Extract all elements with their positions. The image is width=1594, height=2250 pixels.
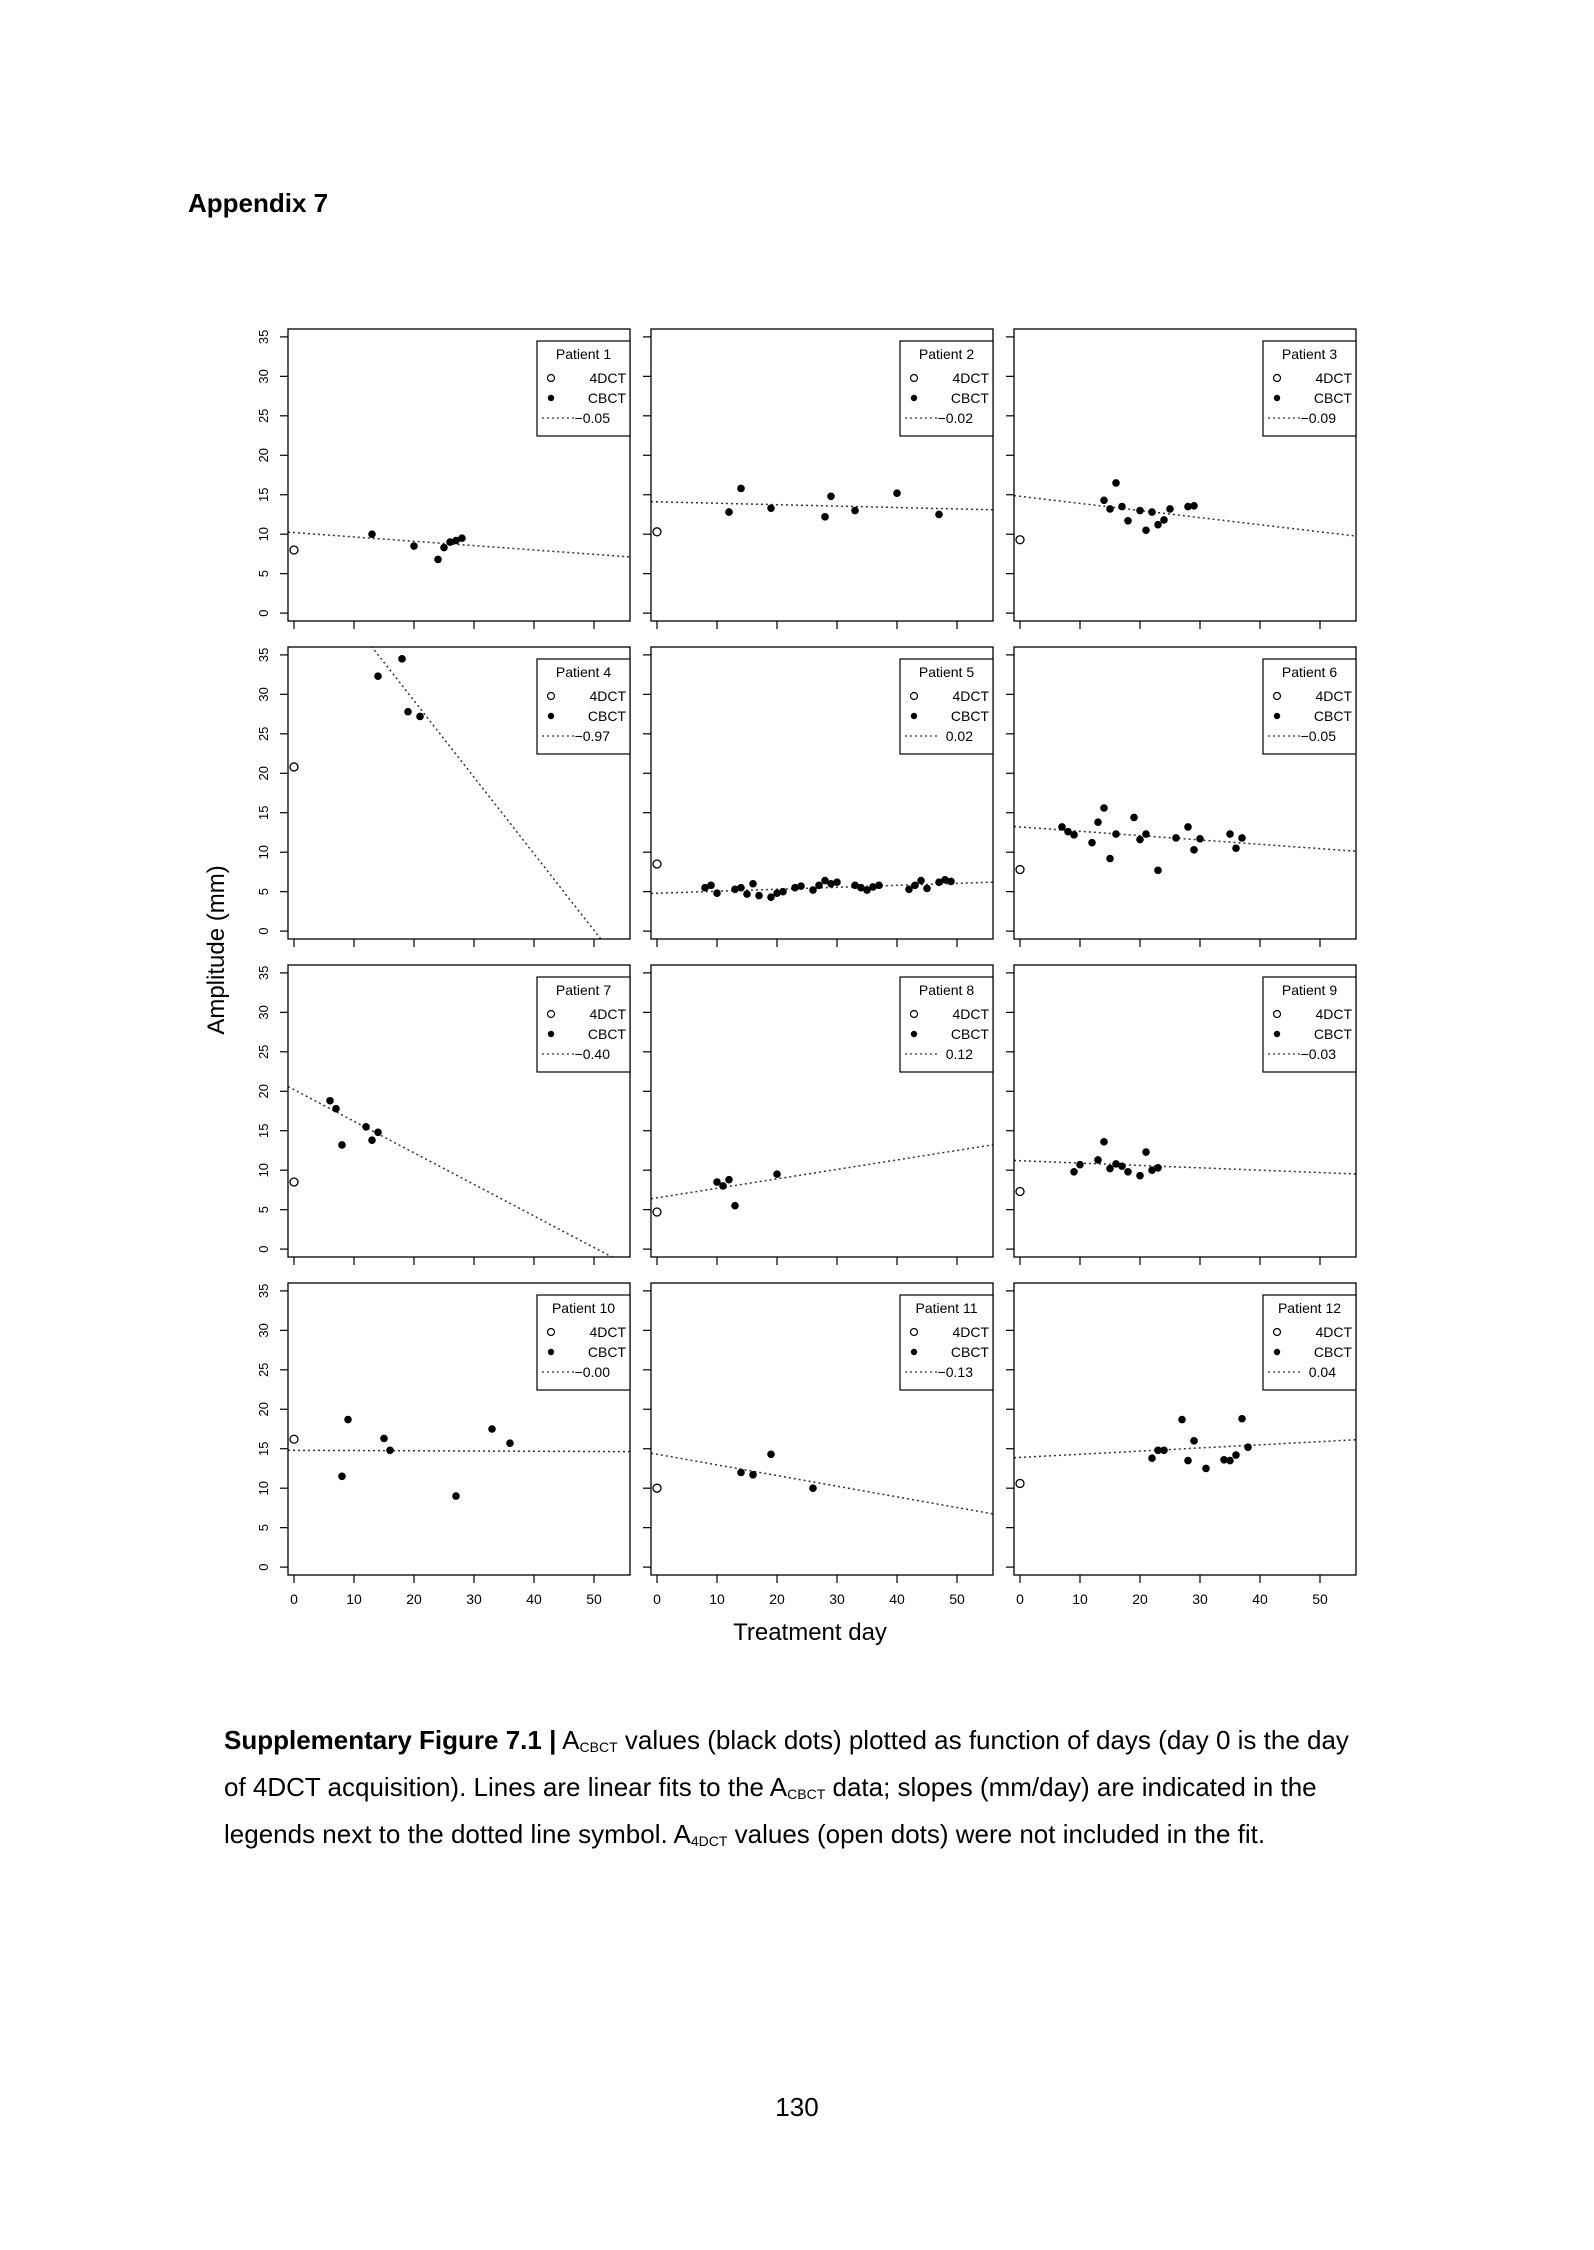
legend-4dct-label: 4DCT [589,370,626,386]
caption-text-1: A [556,1725,580,1755]
point-cbct [1106,505,1114,513]
point-cbct [1184,1457,1192,1465]
y-tick-label: 25 [256,726,271,742]
legend-cbct-label: CBCT [950,1026,989,1042]
point-cbct [1154,521,1162,529]
point-cbct [1244,1443,1252,1451]
fit-line [288,1087,630,1267]
point-cbct [737,884,745,892]
point-cbct [809,1484,817,1492]
point-cbct [935,511,943,519]
legend-filled-symbol [548,395,554,401]
y-tick-label: 0 [256,927,271,935]
legend-4dct-label: 4DCT [589,1006,626,1022]
legend-open-symbol [911,693,918,700]
point-cbct [1226,830,1234,838]
point-cbct [833,878,841,886]
legend-filled-symbol [911,713,917,719]
y-tick-label: 25 [256,1362,271,1378]
point-cbct [707,882,715,890]
legend-title: Patient 6 [1281,664,1338,680]
point-cbct [1142,526,1150,534]
point-cbct [911,882,919,890]
x-tick-label: 50 [586,1591,602,1607]
x-tick-label: 30 [1192,1591,1208,1607]
legend-cbct-label: CBCT [587,390,626,406]
point-cbct [851,507,859,515]
y-tick-label: 0 [256,1245,271,1253]
x-tick-label: 30 [466,1591,482,1607]
point-cbct [368,1136,376,1144]
point-cbct [1172,834,1180,842]
point-4dct [290,763,298,771]
y-tick-label: 35 [256,647,271,663]
point-cbct [1070,1168,1078,1176]
legend-title: Patient 10 [551,1300,616,1316]
point-cbct [875,882,883,890]
legend-filled-symbol [1274,395,1280,401]
panel-5 [643,647,993,947]
legend-open-symbol [1274,1011,1281,1018]
legend-cbct-label: CBCT [1313,708,1352,724]
page-number: 130 [775,2092,819,2122]
figure-caption [224,1720,1374,1861]
point-cbct [344,1416,352,1424]
point-cbct [1154,867,1162,875]
point-cbct [398,655,406,663]
point-cbct [1190,502,1198,510]
y-axis-label: Amplitude (mm) [203,865,230,1035]
fit-line [288,1450,630,1451]
x-tick-label: 20 [769,1591,785,1607]
point-cbct [1190,846,1198,854]
legend [900,341,993,436]
point-cbct [773,1170,781,1178]
legend-slope-label: 0.02 [945,728,973,744]
legend-4dct-label: 4DCT [1315,370,1352,386]
point-cbct [1100,496,1108,504]
y-tick-label: 20 [256,1084,271,1099]
legend-title: Patient 8 [918,982,975,998]
legend-filled-symbol [1274,1349,1280,1355]
page-heading: Appendix 7 [188,188,329,218]
legend-slope-label: −0.09 [1300,410,1336,426]
y-tick-label: 25 [256,408,271,424]
panel-10 [256,1283,630,1607]
y-tick-label: 5 [256,1206,271,1214]
legend-4dct-label: 4DCT [589,1324,626,1340]
point-cbct [1076,1161,1084,1169]
point-cbct [1202,1465,1210,1473]
point-cbct [1148,1454,1156,1462]
legend-cbct-label: CBCT [950,390,989,406]
legend-4dct-label: 4DCT [952,370,989,386]
point-cbct [725,1176,733,1184]
point-4dct [1016,536,1024,544]
point-cbct [893,489,901,497]
point-cbct [1124,517,1132,525]
panel-8 [643,965,993,1265]
point-cbct [1100,804,1108,812]
point-cbct [1142,1148,1150,1156]
y-tick-label: 15 [256,487,271,502]
y-tick-label: 5 [256,570,271,578]
point-cbct [488,1425,496,1433]
y-tick-label: 10 [256,1162,271,1178]
caption-text-2: values (black dots) plotted as function of days (day 0 is the day of 4DCT acquisition). Lines are linear fits to the A [224,1725,1349,1802]
point-4dct [1016,866,1024,874]
legend-cbct-label: CBCT [1313,390,1352,406]
y-tick-label: 0 [256,1563,271,1571]
legend-title: Patient 11 [915,1300,978,1316]
y-tick-label: 30 [256,369,271,384]
legend [1263,659,1356,754]
point-4dct [653,528,661,536]
point-cbct [1136,1172,1144,1180]
x-tick-label: 50 [1312,1591,1328,1607]
point-cbct [410,542,418,550]
point-cbct [1238,1415,1246,1423]
point-cbct [440,544,448,552]
point-cbct [743,890,751,898]
point-cbct [1232,844,1240,852]
legend-open-symbol [1274,1329,1281,1336]
point-cbct [416,713,424,721]
point-cbct [1106,1165,1114,1173]
point-cbct [809,886,817,894]
legend-open-symbol [548,1329,555,1336]
y-tick-label: 30 [256,1005,271,1020]
panel-11 [643,1283,993,1607]
point-cbct [386,1447,394,1455]
x-tick-label: 10 [709,1591,725,1607]
y-tick-label: 25 [256,1044,271,1060]
y-tick-label: 20 [256,766,271,781]
point-4dct [290,1435,298,1443]
point-cbct [368,530,376,538]
point-cbct [767,504,775,512]
point-cbct [737,1469,745,1477]
point-cbct [1142,830,1150,838]
point-cbct [827,493,835,501]
point-cbct [779,888,787,896]
legend-title: Patient 3 [1281,346,1338,362]
point-4dct [653,1208,661,1216]
point-cbct [374,672,382,680]
point-cbct [434,556,442,564]
legend-slope-label: −0.02 [937,410,973,426]
legend-cbct-label: CBCT [950,708,989,724]
legend-title: Patient 5 [918,664,975,680]
x-tick-label: 10 [1072,1591,1088,1607]
legend-4dct-label: 4DCT [1315,1006,1352,1022]
point-cbct [1088,839,1096,847]
point-cbct [506,1439,514,1447]
legend-filled-symbol [911,1031,917,1037]
panel-9 [1006,965,1356,1265]
legend-slope-label: −0.40 [574,1046,610,1062]
point-4dct [290,1178,298,1186]
legend-open-symbol [1274,375,1281,382]
y-tick-label: 5 [256,888,271,896]
legend-cbct-label: CBCT [950,1344,989,1360]
legend [900,1295,993,1390]
y-tick-label: 15 [256,1441,271,1456]
legend-open-symbol [548,693,555,700]
legend-title: Patient 2 [918,346,975,362]
y-tick-label: 5 [256,1524,271,1532]
x-tick-label: 40 [889,1591,905,1607]
point-cbct [1178,1416,1186,1424]
point-cbct [1166,505,1174,513]
caption-sub-3: 4DCT [690,1833,728,1849]
y-tick-label: 10 [256,1480,271,1496]
x-tick-label: 10 [346,1591,362,1607]
point-cbct [1112,830,1120,838]
point-cbct [1238,834,1246,842]
y-tick-label: 30 [256,687,271,702]
y-tick-label: 10 [256,526,271,542]
panel-3 [1006,329,1356,629]
point-cbct [713,889,721,897]
point-cbct [458,534,466,542]
fit-line [288,540,630,976]
legend-title: Patient 7 [555,982,612,998]
x-tick-label: 0 [290,1591,298,1607]
point-cbct [338,1473,346,1481]
legend-slope-label: −0.03 [1300,1046,1336,1062]
legend-slope-label: −0.97 [574,728,610,744]
point-cbct [815,882,823,890]
point-cbct [719,1182,727,1190]
y-tick-label: 10 [256,844,271,860]
legend [1263,977,1356,1072]
point-4dct [290,546,298,554]
fit-line [651,502,993,510]
x-tick-label: 20 [1132,1591,1148,1607]
fit-line [1014,496,1356,536]
point-cbct [1232,1451,1240,1459]
point-cbct [797,882,805,890]
legend-open-symbol [1274,693,1281,700]
legend-4dct-label: 4DCT [952,688,989,704]
y-tick-label: 15 [256,805,271,820]
point-cbct [923,885,931,893]
point-cbct [362,1123,370,1131]
legend-filled-symbol [1274,713,1280,719]
legend-cbct-label: CBCT [1313,1344,1352,1360]
x-axis-label: Treatment day [733,1619,887,1646]
point-cbct [749,880,757,888]
y-tick-label: 0 [256,609,271,617]
legend [537,659,630,754]
legend [1263,1295,1356,1390]
fit-line [1014,1440,1356,1458]
legend-title: Patient 9 [1281,982,1338,998]
point-cbct [1070,831,1078,839]
x-tick-label: 40 [1252,1591,1268,1607]
y-tick-label: 35 [256,965,271,981]
legend [537,341,630,436]
legend [900,659,993,754]
point-cbct [1118,1162,1126,1170]
y-tick-label: 15 [256,1123,271,1138]
x-tick-label: 30 [829,1591,845,1607]
fit-line [651,1453,993,1514]
point-cbct [1190,1437,1198,1445]
point-cbct [374,1129,382,1137]
point-cbct [1226,1457,1234,1465]
point-cbct [1112,479,1120,487]
y-tick-label: 20 [256,448,271,463]
point-cbct [755,892,763,900]
point-cbct [1094,1156,1102,1164]
point-4dct [1016,1187,1024,1195]
panel-7 [256,965,630,1266]
point-cbct [749,1471,757,1479]
legend-title: Patient 4 [555,664,612,680]
point-cbct [767,1450,775,1458]
panel-6 [1006,647,1356,947]
x-tick-label: 50 [949,1591,965,1607]
legend-slope-label: 0.12 [945,1046,973,1062]
legend-slope-label: −0.05 [1300,728,1336,744]
legend-filled-symbol [1274,1031,1280,1037]
x-tick-label: 0 [653,1591,661,1607]
point-cbct [821,513,829,521]
legend-open-symbol [911,1329,918,1336]
legend-cbct-label: CBCT [587,1344,626,1360]
point-cbct [1058,823,1066,831]
point-4dct [1016,1479,1024,1487]
panel-12 [1006,1283,1356,1607]
y-tick-label: 35 [256,1283,271,1299]
point-4dct [653,1484,661,1492]
legend-filled-symbol [548,1031,554,1037]
legend [537,1295,630,1390]
point-cbct [1100,1138,1108,1146]
legend-title: Patient 1 [555,346,612,362]
point-cbct [338,1141,346,1149]
caption-text-3: data; slopes (mm/day) are indicated in the legends next to the dotted line symbol. A [224,1772,1317,1849]
y-tick-label: 20 [256,1402,271,1417]
point-cbct [1160,516,1168,524]
legend-cbct-label: CBCT [587,708,626,724]
legend-title: Patient 12 [1277,1300,1342,1316]
point-cbct [1106,855,1114,863]
legend-cbct-label: CBCT [1313,1026,1352,1042]
point-cbct [1148,508,1156,516]
point-cbct [1160,1447,1168,1455]
fit-line [651,1145,993,1199]
legend-filled-symbol [548,713,554,719]
point-cbct [332,1105,340,1113]
point-4dct [653,860,661,868]
point-cbct [737,485,745,493]
legend-slope-label: 0.04 [1308,1364,1336,1380]
x-tick-label: 0 [1016,1591,1024,1607]
legend [537,977,630,1072]
caption-sub-2: CBCT [787,1786,826,1802]
point-cbct [1136,507,1144,515]
legend-slope-label: −0.13 [937,1364,973,1380]
legend-4dct-label: 4DCT [952,1324,989,1340]
y-tick-label: 30 [256,1323,271,1338]
legend-4dct-label: 4DCT [1315,1324,1352,1340]
panel-2 [643,329,993,629]
point-cbct [404,708,412,716]
legend [900,977,993,1072]
legend-open-symbol [548,1011,555,1018]
point-cbct [380,1435,388,1443]
legend-4dct-label: 4DCT [1315,688,1352,704]
point-cbct [731,1202,739,1210]
legend-4dct-label: 4DCT [952,1006,989,1022]
point-cbct [452,1492,460,1500]
point-cbct [725,508,733,516]
legend-4dct-label: 4DCT [589,688,626,704]
legend-open-symbol [911,1011,918,1018]
caption-sub-1: CBCT [579,1739,618,1755]
legend-cbct-label: CBCT [587,1026,626,1042]
legend-filled-symbol [911,395,917,401]
legend-slope-label: −0.00 [574,1364,610,1380]
point-cbct [1196,835,1204,843]
legend-filled-symbol [548,1349,554,1355]
fit-line [1014,1160,1356,1173]
legend-open-symbol [911,375,918,382]
point-cbct [917,877,925,885]
point-cbct [326,1097,334,1105]
point-cbct [1118,503,1126,511]
legend-open-symbol [548,375,555,382]
caption-text-4: values (open dots) were not included in the fit. [727,1819,1266,1849]
point-cbct [947,878,955,886]
x-tick-label: 40 [526,1591,542,1607]
y-tick-label: 35 [256,329,271,345]
caption-label: Supplementary Figure 7.1 | [224,1725,557,1755]
legend-filled-symbol [911,1349,917,1355]
x-tick-label: 20 [406,1591,422,1607]
point-cbct [1124,1168,1132,1176]
point-cbct [1130,814,1138,822]
point-cbct [1184,823,1192,831]
point-cbct [1094,818,1102,826]
panel-1 [256,329,630,629]
point-cbct [1136,836,1144,844]
point-cbct [1154,1164,1162,1172]
legend-slope-label: −0.05 [574,410,610,426]
panel-4 [256,540,630,976]
legend [1263,341,1356,436]
